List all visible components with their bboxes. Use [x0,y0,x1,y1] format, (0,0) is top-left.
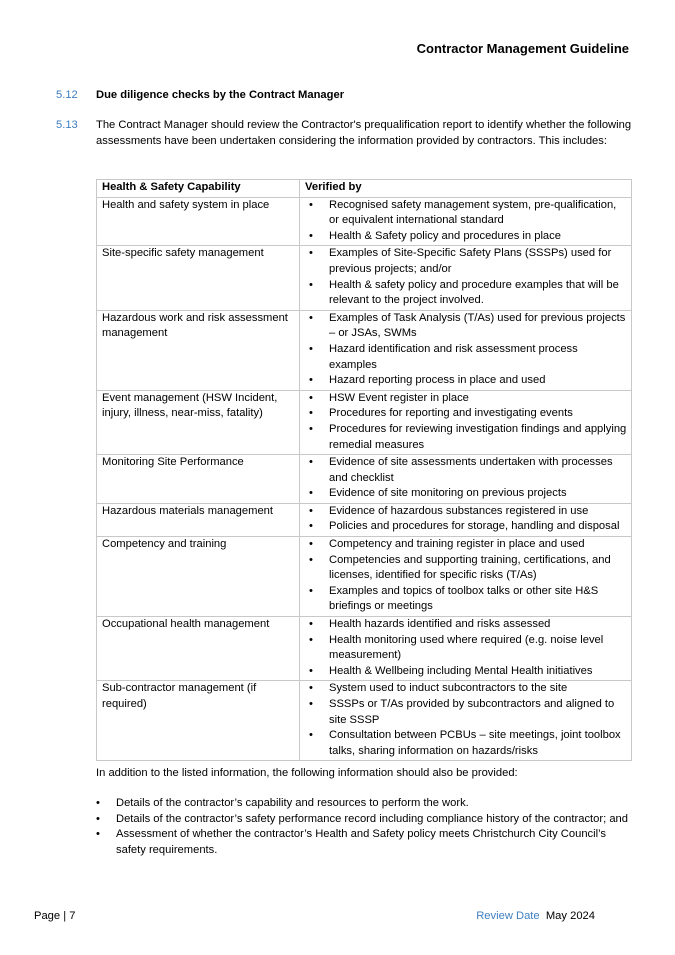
verified-by-item: • HSW Event register in place [305,391,627,407]
verified-by-list [305,681,627,759]
verified-by-list [305,537,627,615]
capability-cell: Site-specific safety management [97,246,300,310]
verified-by-cell [300,503,632,536]
verified-by-item: • System used to induct subcontractors to the site [305,681,627,697]
list-item: • Assessment of whether the contractor’s Health and Safety policy meets Christchurch City Council’s safety requirements. [96,827,636,858]
verified-by-item: • Hazard identification and risk assessment process examples [305,342,627,373]
table-row [97,197,632,246]
column-header-verified-by: Verified by [300,180,632,198]
verified-by-item: • SSSPs or T/As provided by subcontractors and aligned to site SSSP [305,697,627,728]
verified-by-cell [300,455,632,504]
verified-by-item: • Recognised safety management system, pre-qualification, or equivalent international standard [305,198,627,229]
review-date [476,910,595,922]
table-row [97,390,632,454]
verified-by-item: • Evidence of site monitoring on previous projects [305,486,627,502]
verified-by-item: • Health & Safety policy and procedures in place [305,229,627,245]
capability-table [96,179,632,761]
section-number: 5.12 [56,89,78,101]
verified-by-list [305,198,627,245]
verified-by-cell [300,617,632,681]
verified-by-item: • Examples of Site-Specific Safety Plans (SSSPs) used for previous projects; and/or [305,246,627,277]
verified-by-cell [300,197,632,246]
section-number: 5.13 [56,119,78,131]
verified-by-cell [300,537,632,617]
additional-info-intro: In addition to the listed information, the following information should also be provided: [96,767,518,779]
capability-cell: Hazardous work and risk assessment management [97,310,300,390]
capability-cell: Monitoring Site Performance [97,455,300,504]
table-header-row [97,180,632,198]
section-heading: Due diligence checks by the Contract Manager [96,89,345,101]
table-row [97,617,632,681]
document-title: Contractor Management Guideline [416,41,629,56]
table-row [97,503,632,536]
review-date-label: Review Date [476,910,540,922]
list-item: • Details of the contractor’s capability and resources to perform the work. [96,796,636,812]
verified-by-item: • Health & Wellbeing including Mental Health initiatives [305,664,627,680]
table-row [97,681,632,761]
table-body [97,197,632,761]
verified-by-list [305,391,627,453]
verified-by-item: • Evidence of hazardous substances registered in use [305,504,627,520]
verified-by-item: • Health monitoring used where required (e.g. noise level measurement) [305,633,627,664]
verified-by-cell [300,390,632,454]
verified-by-item: • Health hazards identified and risks assessed [305,617,627,633]
verified-by-item: • Procedures for reviewing investigation findings and applying remedial measures [305,422,627,453]
verified-by-item: • Procedures for reporting and investigating events [305,406,627,422]
capability-cell: Sub-contractor management (if required) [97,681,300,761]
verified-by-list [305,246,627,308]
verified-by-item: • Examples of Task Analysis (T/As) used for previous projects – or JSAs, SWMs [305,311,627,342]
verified-by-item: • Health & safety policy and procedure examples that will be relevant to the project involved. [305,278,627,309]
verified-by-item: • Policies and procedures for storage, handling and disposal [305,519,627,535]
verified-by-item: • Consultation between PCBUs – site meetings, joint toolbox talks, sharing information on hazards/risks [305,728,627,759]
verified-by-item: • Hazard reporting process in place and used [305,373,627,389]
table-row [97,455,632,504]
verified-by-list [305,455,627,502]
verified-by-list [305,617,627,679]
column-header-capability: Health & Safety Capability [97,180,300,198]
verified-by-cell [300,310,632,390]
table-row [97,246,632,310]
additional-info-list [96,796,636,858]
page-number: Page | 7 [34,910,76,922]
list-item: • Details of the contractor’s safety performance record including compliance history of the contractor; and [96,812,636,828]
capability-cell: Event management (HSW Incident, injury, illness, near-miss, fatality) [97,390,300,454]
verified-by-item: • Examples and topics of toolbox talks or other site H&S briefings or meetings [305,584,627,615]
verified-by-item: • Competencies and supporting training, certifications, and licenses, identified for specific risks (T/As) [305,553,627,584]
table-row [97,310,632,390]
capability-cell: Occupational health management [97,617,300,681]
capability-cell: Hazardous materials management [97,503,300,536]
review-date-value: May 2024 [545,910,595,922]
verified-by-list [305,311,627,389]
section-paragraph: The Contract Manager should review the Contractor's prequalification report to identify whether the following assessments have been undertaken considering the information provided by contractors. This includes: [96,119,632,147]
table-row [97,537,632,617]
capability-cell: Health and safety system in place [97,197,300,246]
verified-by-cell [300,246,632,310]
verified-by-list [305,504,627,535]
verified-by-cell [300,681,632,761]
verified-by-item: • Competency and training register in place and used [305,537,627,553]
verified-by-item: • Evidence of site assessments undertaken with processes and checklist [305,455,627,486]
capability-cell: Competency and training [97,537,300,617]
